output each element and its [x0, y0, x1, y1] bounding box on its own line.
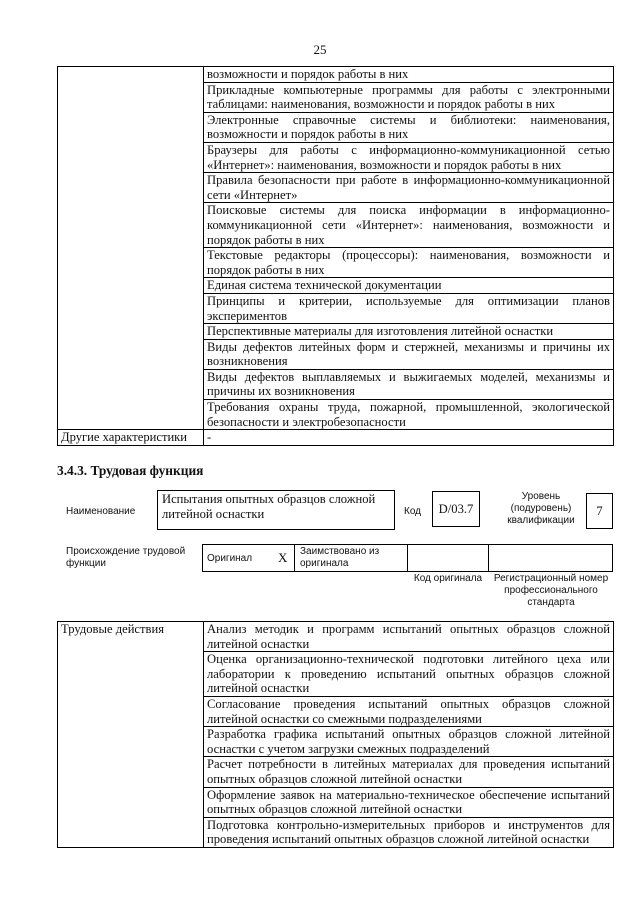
- table-row: Единая система технической документации: [204, 278, 614, 294]
- table-row: Виды дефектов выплавляемых и выжигаемых моделей, механизмы и причины их возникновения: [204, 369, 614, 399]
- borrowed-cell: [294, 544, 408, 572]
- other-characteristics-label: Другие характеристики: [58, 430, 204, 446]
- table-row: Требования охраны труда, пожарной, промышленной, экологической безопасности и электробезопасности: [204, 400, 614, 430]
- original-code-caption: Код оригинала: [413, 573, 483, 584]
- table-row: Перспективные материалы для изготовления литейной оснастки: [204, 324, 614, 340]
- reg-number-caption: Регистрационный номер профессионального стандарта: [493, 573, 609, 608]
- original-mark: X: [278, 550, 288, 565]
- code-label: Код: [404, 506, 422, 517]
- name-label: Наименование: [66, 506, 136, 517]
- table-row: возможности и порядок работы в них: [204, 67, 614, 83]
- table-row: Правила безопасности при работе в информационно-коммуникационной сети «Интернет»: [204, 173, 614, 203]
- reg-number-cell: [488, 544, 613, 572]
- table-row: Подготовка контрольно-измерительных приборов и инструментов для проведения испытаний опытных образцов сложной литейной оснастки: [204, 817, 614, 847]
- borrowed-label: Заимствовано из оригинала: [300, 546, 380, 569]
- knowledge-table: [57, 66, 614, 446]
- function-name-value: Испытания опытных образцов сложной литейной оснастки: [157, 490, 395, 530]
- function-code-value: D/03.7: [432, 491, 480, 527]
- origin-label: Происхождение трудовой функции: [66, 546, 186, 569]
- table-row: Расчет потребности в литейных материалах для проведения испытаний опытных образцов сложной литейной оснастки: [204, 757, 614, 787]
- table-row: Разработка графика испытаний опытных образцов сложной литейной оснастки с учетом загрузки смежных подразделений: [204, 727, 614, 757]
- original-cell: [202, 544, 295, 572]
- table-row: Принципы и критерии, используемые для оптимизации планов экспериментов: [204, 293, 614, 323]
- table-row: Электронные справочные системы и библиотеки: наименования, возможности и порядок работы в них: [204, 112, 614, 142]
- table-row: Поисковые системы для поиска информации в информационно-коммуникационной сети «Интернет»: наименования, возможности и порядок работы в них: [204, 203, 614, 248]
- empty-label-cell: [58, 67, 204, 430]
- original-code-cell: [407, 544, 489, 572]
- labor-actions-table: [57, 621, 614, 848]
- table-row: Текстовые редакторы (процессоры): наименования, возможности и порядок работы в них: [204, 248, 614, 278]
- table-row: Согласование проведения испытаний опытных образцов сложной литейной оснастки со смежными подразделениями: [204, 696, 614, 726]
- table-row: Анализ методик и программ испытаний опытных образцов сложной литейной оснастки: [204, 622, 614, 652]
- table-row: Виды дефектов литейных форм и стержней, механизмы и причины их возникновения: [204, 339, 614, 369]
- other-characteristics-value: -: [204, 430, 614, 446]
- table-row: Оценка организационно-технической подготовки литейного цеха или лаборатории к проведению испытаний опытных образцов сложной литейной оснастки: [204, 652, 614, 697]
- page-number: 25: [313, 42, 327, 57]
- labor-actions-label: Трудовые действия: [58, 622, 204, 848]
- original-label: Оригинал: [207, 553, 253, 564]
- section-title: 3.4.3. Трудовая функция: [57, 463, 204, 478]
- level-value: 7: [586, 493, 613, 529]
- level-label: Уровень (подуровень) квалификации: [507, 491, 575, 526]
- table-row: Браузеры для работы с информационно-коммуникационной сетью «Интернет»: наименования, возможности и порядок работы в них: [204, 142, 614, 172]
- table-row: Оформление заявок на материально-техническое обеспечение испытаний опытных образцов сложной литейной оснастки: [204, 787, 614, 817]
- table-row: Прикладные компьютерные программы для работы с электронными таблицами: наименования, возможности и порядок работы в них: [204, 82, 614, 112]
